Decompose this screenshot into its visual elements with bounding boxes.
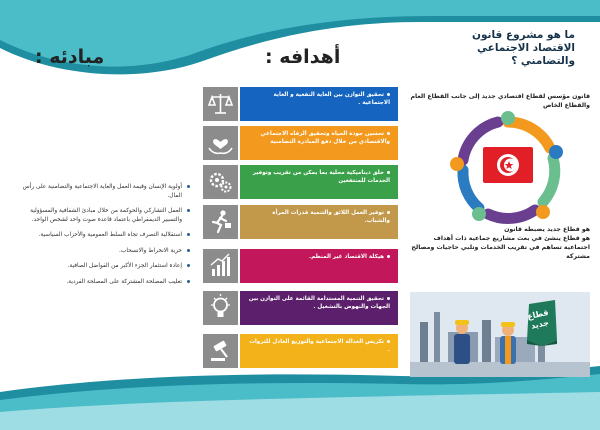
- bullet-icon: [187, 185, 190, 188]
- principle-item: إعادة استثمار الجزء الأكبر من الفواضل الصافية.: [22, 262, 190, 271]
- principle-item: حرية الانخراط والانسحاب.: [22, 247, 190, 256]
- outro-line-1: هو قطاع جديد يضبطه قانون: [504, 226, 590, 233]
- goal-item: [203, 291, 398, 325]
- goal-bar: [240, 291, 398, 325]
- lightbulb-icon: [203, 291, 238, 325]
- bullet-icon: [187, 280, 190, 283]
- goal-text: تحقيق التوازن بين الغاية النفعية و الغاية الاجتماعية .: [273, 92, 390, 106]
- goal-item: [203, 126, 398, 160]
- goal-text: توفير العمل اللائق والتنمية قدرات المرأة والشباب.: [272, 210, 390, 224]
- running-person-icon: [203, 205, 238, 239]
- gears-icon: [203, 165, 238, 199]
- goal-bar: [240, 249, 398, 283]
- goal-item: [203, 87, 398, 121]
- bullet-icon: [187, 233, 190, 236]
- goal-bar: [240, 126, 398, 160]
- goal-text: تحقيق التنمية المستدامة القائمة على التوازن بين الجهات والنهوض بالتشغيل .: [248, 296, 390, 310]
- balance-scale-icon: [203, 87, 238, 121]
- outro-text: [410, 225, 590, 261]
- goal-item: [203, 205, 398, 239]
- cooperation-wheel-image: [443, 110, 573, 228]
- principle-item: تغليب المصلحة المشتركة على المصلحة الفردية.: [22, 278, 190, 287]
- goals-title: أهدافه :: [265, 46, 341, 68]
- principle-item: استقلالية التصرف تجاه السلط العمومية والأحزاب السياسية.: [22, 231, 190, 240]
- principles-list: [22, 183, 190, 293]
- heart-hands-icon: [203, 126, 238, 160]
- gavel-icon: [203, 334, 238, 368]
- goal-item: [203, 165, 398, 199]
- goal-item: [203, 249, 398, 283]
- goal-item: [203, 334, 398, 368]
- goal-text: خلق ديناميكية محلية بما يمكن من تقريب وتوفير الخدمات للمنتفعين: [252, 170, 390, 184]
- goal-bar: [240, 165, 398, 199]
- bullet-icon: [187, 264, 190, 267]
- principle-item: أولوية الإنسان وقيمة العمل والغاية الاجتماعية والتضامنية على رأس المال.: [22, 183, 190, 200]
- goal-bar: [240, 87, 398, 121]
- goal-bar: [240, 205, 398, 239]
- goal-bar: [240, 334, 398, 368]
- bullet-icon: [187, 209, 190, 212]
- principles-title: مبادئه :: [35, 46, 105, 68]
- goal-text: تحسين جودة الحياة وتحقيق الرفاه الاجتماعي والاقتصادي من خلال دفع المبادرة التضامنية: [260, 131, 390, 145]
- intro-text: قانون مؤسس لقطاع اقتصادي جديد إلى جانب القطاع العام والقطاع الخاص: [410, 93, 590, 109]
- principle-item: العمل التشاركي والحوكمة من خلال مبادئ الشفافية والمسؤولية والتسيير الديمقراطي باعتماد قاعدة صوت واحد لشخص الواحد.: [22, 207, 190, 224]
- factory-workers-illustration: [410, 292, 590, 377]
- growth-chart-icon: [203, 249, 238, 283]
- outro-line-2: هو قطاع ينشئ في بعث مشاريع جماعية ذات أهداف اجتماعية تساهم في تقريب الخدمات وتلبي حاجيات ومصالح مشتركة: [411, 235, 590, 260]
- question-title: ما هو مشروع قانون الاقتصاد الاجتماعي والتضامني ؟: [472, 29, 575, 67]
- bullet-icon: [187, 249, 190, 252]
- new-sector-badge-text: قطاع جديد: [526, 307, 550, 331]
- goal-text: هيكلة الاقتصاد غير المنظم.: [246, 253, 390, 261]
- goal-text: تكريس العدالة الاجتماعية والتوزيع العادل للثروات .: [249, 339, 390, 353]
